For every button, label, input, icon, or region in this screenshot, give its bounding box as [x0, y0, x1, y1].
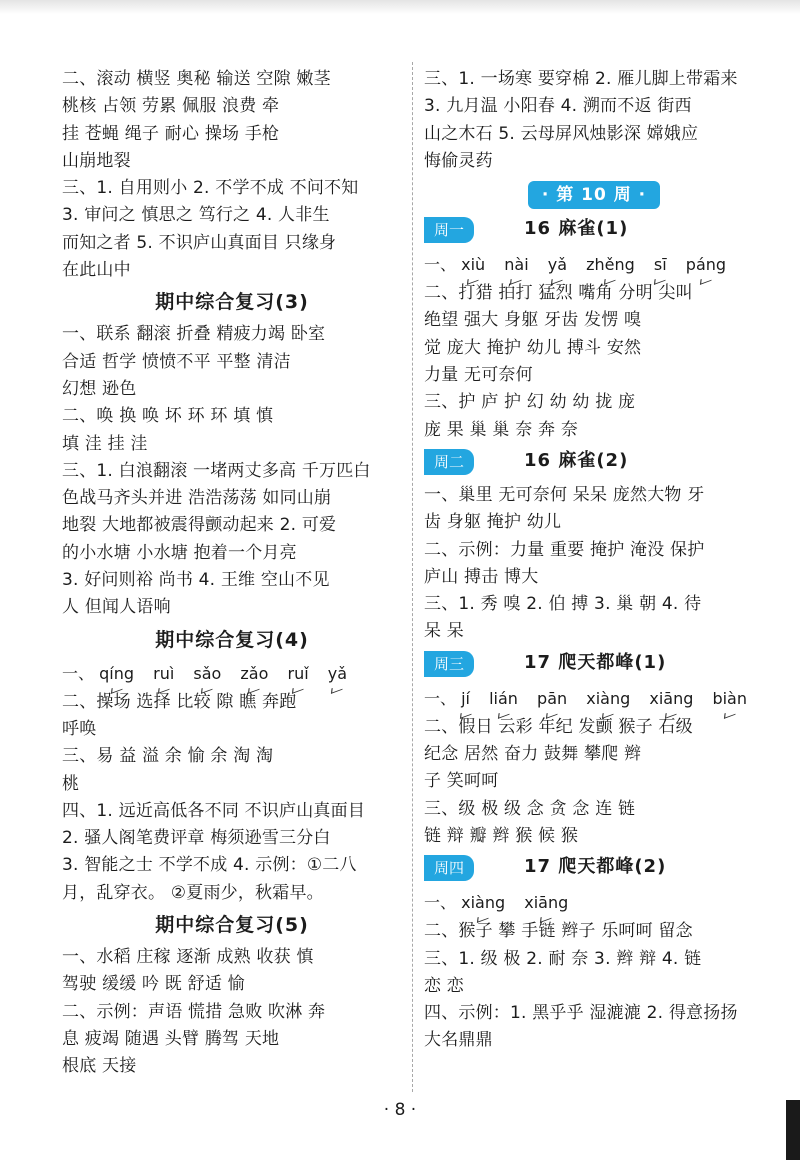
text-line: 四、示例：1. 黑乎乎 湿漉漉 2. 得意扬扬 — [424, 1003, 738, 1024]
column-divider — [412, 62, 413, 1092]
text-line: 齿 身躯 掩护 幼儿 — [424, 512, 562, 533]
text-line: 桃核 占领 劳累 佩服 浪费 牵 — [62, 96, 280, 117]
text-line: 驾驶 缓缓 吟 既 舒适 愉 — [62, 974, 245, 995]
pinyin-syllable: ruì — [153, 659, 174, 689]
text-line: 合适 哲学 愤愤不平 平整 清洁 — [62, 351, 291, 372]
text-line: 地裂 大地都被震得颤动起来 2. 可爱 — [62, 515, 337, 536]
text-line: 二、操场 选择 比较 隙 瞧 奔跑 — [62, 691, 297, 712]
lesson-title: 17 爬天都峰(1) — [524, 651, 667, 673]
day-tab: 周三 — [424, 651, 474, 677]
section-4-body — [62, 659, 402, 907]
pinyin-syllable: ruǐ — [288, 659, 309, 689]
text-line: 力量 无可奈何 — [424, 365, 533, 386]
item-label: 一、 — [424, 893, 457, 913]
text-line: 呆 呆 — [424, 621, 465, 642]
pinyin-syllable: biàn — [712, 684, 747, 714]
text-line: 二、示例：力量 重要 掩护 淹没 保护 — [424, 539, 705, 560]
section-title: 期中综合复习(5) — [155, 914, 309, 937]
text-line: 3. 九月温 小阳春 4. 溯而不返 街西 — [424, 96, 692, 117]
text-line: 而知之者 5. 不识庐山真面目 只缘身 — [62, 232, 337, 253]
text-line: 二、打猎 拍打 猛烈 嘴角 分明 尖叫 — [424, 283, 693, 304]
pinyin-syllable: xiù — [461, 250, 485, 280]
text-line: 山之木石 5. 云母屏风烛影深 嫦娥应 — [424, 123, 699, 144]
text-line: 色战马齐头并进 浩浩荡荡 如同山崩 — [62, 488, 332, 509]
text-line: 一、水稻 庄稼 逐渐 成熟 收获 慎 — [62, 947, 314, 968]
pinyin-syllable: nài — [504, 250, 528, 280]
pinyin-syllable: sǎo — [193, 659, 221, 689]
day-tab: 周二 — [424, 449, 474, 475]
week-badge: · 第 10 周 · — [528, 181, 660, 209]
text-line: 的小水塘 小水塘 抱着一个月亮 — [62, 542, 297, 563]
pinyin-syllable: qíng — [99, 659, 134, 689]
pinyin-syllable: lián — [489, 684, 518, 714]
text-line: 悔偷灵药 — [424, 150, 493, 171]
day-header — [424, 215, 764, 245]
lesson-title: 16 麻雀(1) — [524, 218, 629, 240]
text-line: 庞 果 巢 巢 奈 奔 奈 — [424, 419, 579, 440]
pinyin-syllable: yǎ — [548, 250, 567, 280]
text-line: 二、唤 换 唤 坏 环 环 填 慎 — [62, 406, 274, 427]
pinyin-row — [424, 250, 764, 280]
item-label: 一、 — [424, 688, 457, 708]
pinyin-syllable: yǎ — [328, 659, 347, 689]
top-shadow — [0, 0, 800, 14]
text-line: 人 但闻人语响 — [62, 597, 171, 618]
edge-bar — [786, 1100, 800, 1160]
text-line: 三、1. 级 极 2. 耐 奈 3. 辫 辩 4. 链 — [424, 948, 702, 969]
lesson-title: 17 爬天都峰(2) — [524, 856, 667, 878]
day-header — [424, 853, 764, 883]
right-block-top — [424, 66, 764, 175]
text-line: 根底 天接 — [62, 1056, 137, 1077]
pinyin-syllable: pān — [537, 684, 567, 714]
text-line: 四、1. 远近高低各不同 不识庐山真面目 — [62, 800, 366, 821]
day-header — [424, 649, 764, 679]
text-line: 呼唤 — [62, 718, 97, 739]
left-column — [62, 66, 402, 1081]
text-line: 3. 智能之士 不学不成 4. 示例：①二八 — [62, 855, 357, 876]
text-line: 幻想 逊色 — [62, 378, 137, 399]
text-line: 三、1. 一场寒 要穿棉 2. 雁儿脚上带霜来 — [424, 69, 738, 89]
text-line: 一、联系 翻滚 折叠 精疲力竭 卧室 — [62, 324, 326, 345]
pinyin-syllable: sī — [654, 250, 667, 280]
text-line: 3. 好问则裕 尚书 4. 王维 空山不见 — [62, 570, 330, 591]
pinyin-syllable: xiāng — [649, 684, 693, 714]
day-tab: 周一 — [424, 217, 474, 243]
text-line: 在此山中 — [62, 260, 131, 281]
text-line: 庐山 搏击 博大 — [424, 566, 539, 587]
text-line: 二、滚动 横竖 奥秘 输送 空隙 嫩茎 — [62, 69, 331, 89]
text-line: 三、1. 秀 嗅 2. 伯 搏 3. 巢 朝 4. 待 — [424, 594, 702, 615]
right-column — [424, 66, 764, 1055]
pinyin-syllable: jí — [461, 684, 470, 714]
text-line: 大名鼎鼎 — [424, 1030, 493, 1051]
text-line: 挂 苍蝇 绳子 耐心 操场 手枪 — [62, 123, 280, 144]
text-line: 纪念 居然 奋力 鼓舞 攀爬 辫 — [424, 744, 642, 765]
text-line: 三、1. 白浪翻滚 一堵两丈多高 千万匹白 — [62, 460, 371, 481]
text-line: 三、1. 自用则小 2. 不学不成 不问不知 — [62, 178, 359, 199]
pinyin-syllable: páng — [686, 250, 726, 280]
section-title: 期中综合复习(3) — [155, 291, 309, 314]
day-tab: 周四 — [424, 855, 474, 881]
pinyin-row — [424, 684, 764, 714]
page-number: · 8 · — [383, 1100, 417, 1120]
left-block-1 — [62, 66, 402, 284]
pinyin-row — [424, 888, 764, 918]
text-line: 三、级 极 级 念 贪 念 连 链 — [424, 798, 636, 819]
pinyin-syllable: zhěng — [586, 250, 635, 280]
day-header — [424, 447, 764, 477]
week-header — [424, 181, 764, 209]
text-line: 二、假日 云彩 年纪 发颤 猴子 石级 — [424, 716, 693, 737]
lesson-title: 16 麻雀(2) — [524, 449, 629, 471]
pinyin-syllable: xiāng — [524, 888, 568, 918]
text-line: 2. 骚人阁笔费评章 梅须逊雪三分白 — [62, 828, 331, 849]
text-line: 息 疲竭 随遇 头臂 腾驾 天地 — [62, 1028, 280, 1049]
text-line: 月，乱穿衣。 ②夏雨少，秋霜早。 — [62, 882, 324, 903]
item-label: 一、 — [62, 663, 95, 683]
text-line: 链 辩 瓣 辫 猴 候 猴 — [424, 825, 579, 846]
text-line: 3. 审问之 慎思之 笃行之 4. 人非生 — [62, 205, 330, 226]
section-5-body — [62, 944, 402, 1080]
text-line: 二、示例：声语 慌措 急败 吹淋 奔 — [62, 1001, 326, 1022]
text-line: 三、易 益 溢 余 愉 余 淘 淘 — [62, 746, 274, 767]
text-line: 二、猴子 攀 手链 辫子 乐呵呵 留念 — [424, 921, 693, 942]
text-line: 绝望 强大 身躯 牙齿 发愣 嗅 — [424, 310, 642, 331]
text-line: 桃 — [62, 773, 80, 794]
section-title: 期中综合复习(4) — [155, 628, 309, 651]
text-line: 一、巢里 无可奈何 呆呆 庞然大物 牙 — [424, 484, 705, 505]
pinyin-syllable: xiàng — [586, 684, 630, 714]
text-line: 山崩地裂 — [62, 150, 131, 171]
text-line: 三、护 庐 护 幻 幼 幼 拢 庞 — [424, 392, 636, 413]
text-line: 觉 庞大 掩护 幼儿 搏斗 安然 — [424, 337, 642, 358]
text-line: 恋 恋 — [424, 975, 465, 996]
pinyin-row — [62, 659, 402, 689]
item-label: 一、 — [424, 255, 457, 275]
pinyin-syllable: xiàng — [461, 888, 505, 918]
section-3-body — [62, 321, 402, 621]
text-line: 填 洼 挂 洼 — [62, 433, 148, 454]
text-line: 子 笑呵呵 — [424, 771, 499, 792]
pinyin-syllable: zǎo — [240, 659, 268, 689]
